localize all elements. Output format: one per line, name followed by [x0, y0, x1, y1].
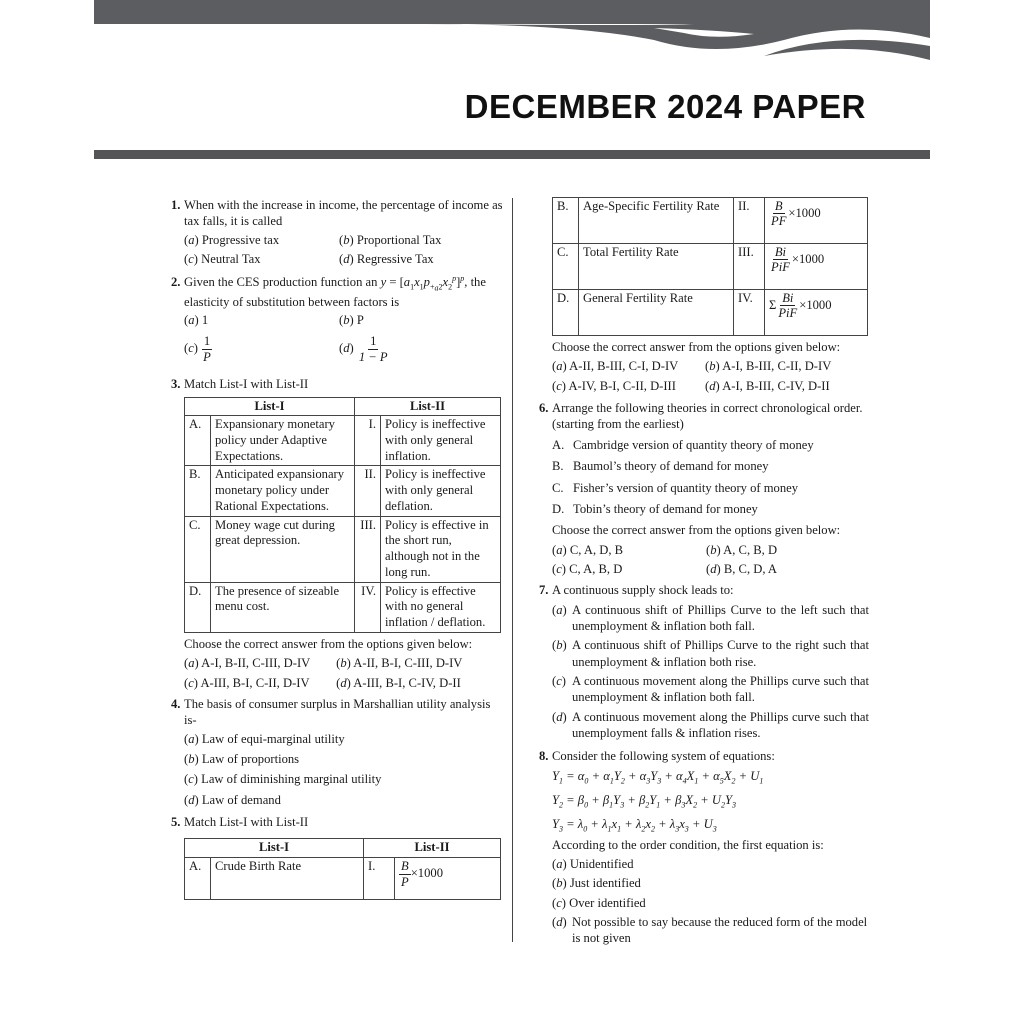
- table-row: D. General Fertility Rate IV. Σ $\frac{Bi}{\text{PiF}}$ ×1000: [553, 290, 868, 336]
- option-b: (b) Just identified: [552, 876, 641, 891]
- question-number: 3.: [171, 377, 181, 392]
- list-item: C. Fisher’s version of quantity theory of money: [552, 480, 799, 495]
- table-header: List-I: [185, 839, 364, 858]
- table-header: List-II: [355, 397, 501, 416]
- left-column: [171, 197, 503, 900]
- question-number: 5.: [171, 815, 181, 830]
- option-b: (b) A-II, B-I, C-III, D-IV: [336, 656, 463, 671]
- ces-formula: y: [380, 275, 387, 290]
- question-7: [539, 582, 869, 741]
- option-a: (a) 1: [184, 312, 209, 327]
- question-text: Arrange the following theories in correct chronological order. (starting from the earliest): [552, 401, 863, 432]
- option-d: (d) Regressive Tax: [339, 252, 434, 267]
- option-c: (c) A continuous movement along the Phillips curve such that unemployment & inflation both fall.: [552, 674, 869, 705]
- question-3: [171, 376, 503, 691]
- question-text: Match List-I with List-II: [184, 377, 309, 392]
- option-d: (d) $\frac{1}{1 - P}$: [339, 334, 388, 364]
- option-d: (d) A-I, B-III, C-IV, D-II: [705, 378, 830, 393]
- table-row: B. Anticipated expansionary monetary policy under Rational Expectations. II. Policy is ineffective with only general deflation.: [185, 466, 501, 516]
- match-table: [184, 838, 501, 900]
- question-number: 4.: [171, 696, 181, 711]
- table-row: A. Crude Birth Rate I. $\frac{B}{P}$ ×1000: [185, 858, 501, 900]
- option-a: (a) Progressive tax: [184, 232, 280, 247]
- option-a: (a) A-II, B-III, C-I, D-IV: [552, 359, 679, 374]
- question-number: 1.: [171, 198, 181, 212]
- option-c: (c) Neutral Tax: [184, 252, 261, 267]
- option-b: (b) Law of proportions: [184, 751, 300, 766]
- option-b: (b) Proportional Tax: [339, 232, 442, 247]
- option-d: (d) A continuous movement along the Phillips curve such that unemployment falls & inflation rises.: [552, 709, 869, 741]
- equation-3: $Y_3 = \lambda_0 + \lambda_1x_1 + \lambda_2x_2 + \lambda_3x_3 + U_3$: [552, 816, 717, 834]
- question-text: Match List-I with List-II: [184, 815, 309, 830]
- question-5: [171, 814, 503, 900]
- equation-1: $Y_1 = \alpha_0 + \alpha_1Y_2 + \alpha_3Y_3 + \alpha_4X_1 + \alpha_5X_2 + U_1$: [552, 768, 764, 786]
- table-row: A. Expansionary monetary policy under Adaptive Expectations. I. Policy is ineffective with only general inflation.: [185, 416, 501, 466]
- page-title: DECEMBER 2024 PAPER: [464, 88, 866, 125]
- option-c: (c) Law of diminishing marginal utility: [184, 772, 382, 787]
- choose-instruction: Choose the correct answer from the options given below:: [552, 340, 841, 354]
- header-wave-banner: [94, 0, 930, 62]
- option-a: (a) C, A, D, B: [552, 542, 624, 557]
- option-b: (b) P: [339, 312, 364, 327]
- question-text: Consider the following system of equations:: [552, 748, 775, 763]
- question-number: 6.: [539, 401, 549, 416]
- question-number: 8.: [539, 748, 549, 763]
- option-c: (c) $\frac{1}{P}$: [184, 334, 211, 364]
- option-c: (c) A-IV, B-I, C-II, D-III: [552, 378, 676, 393]
- option-c: (c) Over identified: [552, 895, 646, 910]
- question-text: The basis of consumer surplus in Marshallian utility analysis is-: [184, 696, 491, 728]
- question-number: 7.: [539, 583, 549, 598]
- title-rule: [94, 150, 930, 159]
- choose-instruction: Choose the correct answer from the options given below:: [552, 523, 841, 538]
- table-row: B. Age-Specific Fertility Rate II. $\frac{B}{PF}$ ×1000: [553, 198, 868, 244]
- table-header: List-I: [185, 397, 355, 416]
- option-a: (a) Unidentified: [552, 856, 634, 871]
- list-item: B. Baumol’s theory of demand for money: [552, 459, 769, 474]
- right-column: [539, 197, 869, 947]
- equation-2: $Y_2 = \beta_0 + \beta_1Y_3 + \beta_2Y_1 + \beta_3X_2 + U_2Y_3$: [552, 792, 736, 810]
- option-d: (d) Law of demand: [184, 792, 281, 807]
- question-8: [539, 748, 869, 947]
- list-item: A. Cambridge version of quantity theory of money: [552, 437, 814, 452]
- option-d: (d) A-III, B-I, C-IV, D-II: [336, 675, 461, 690]
- question-text: When with the increase in income, the percentage of income as tax falls, it is called: [184, 198, 503, 229]
- table-header: List-II: [364, 839, 501, 858]
- option-a: (a) Law of equi-marginal utility: [184, 731, 345, 746]
- list-item: D. Tobin’s theory of demand for money: [552, 501, 758, 516]
- column-divider: [512, 198, 513, 942]
- option-d: (d) B, C, D, A: [706, 561, 778, 576]
- option-b: (b) A-I, B-III, C-II, D-IV: [705, 359, 832, 374]
- table-row: C. Money wage cut during great depression. III. Policy is effective in the short run, although not in the long run.: [185, 516, 501, 582]
- option-c: (c) A-III, B-I, C-II, D-IV: [184, 675, 310, 690]
- question-number: 2.: [171, 275, 181, 290]
- choose-instruction: Choose the correct answer from the options given below:: [184, 636, 473, 651]
- question-text: A continuous supply shock leads to:: [552, 583, 734, 598]
- table-row: C. Total Fertility Rate III. $\frac{Bi}{\text{PiF}}$ ×1000: [553, 244, 868, 290]
- question-followup: According to the order condition, the first equation is:: [552, 837, 824, 852]
- table-row: D. The presence of sizeable menu cost. IV. Policy is effective with no general inflation / deflation.: [185, 582, 501, 632]
- question-4: [171, 696, 503, 808]
- match-table: [184, 397, 501, 633]
- option-a: (a) A-I, B-II, C-III, D-IV: [184, 656, 311, 671]
- question-6: [539, 400, 869, 577]
- option-a: (a) A continuous shift of Phillips Curve to the left such that unemployment & inflation both fall.: [552, 602, 869, 634]
- question-text: Given the CES production function an $y = [a_1x_1p_{+a2}x_2^p]^p$, the elasticity of substitution between factors is: [184, 274, 486, 309]
- match-table-continued: [552, 197, 868, 336]
- option-c: (c) C, A, B, D: [552, 561, 623, 576]
- option-b: (b) A, C, B, D: [706, 542, 778, 557]
- question-1: [171, 197, 503, 267]
- question-2: [171, 274, 503, 364]
- option-d: (d) Not possible to say because the reduced form of the model is not given: [552, 915, 868, 946]
- option-b: (b) A continuous shift of Phillips Curve to the right such that unemployment & inflation both rise.: [552, 638, 869, 669]
